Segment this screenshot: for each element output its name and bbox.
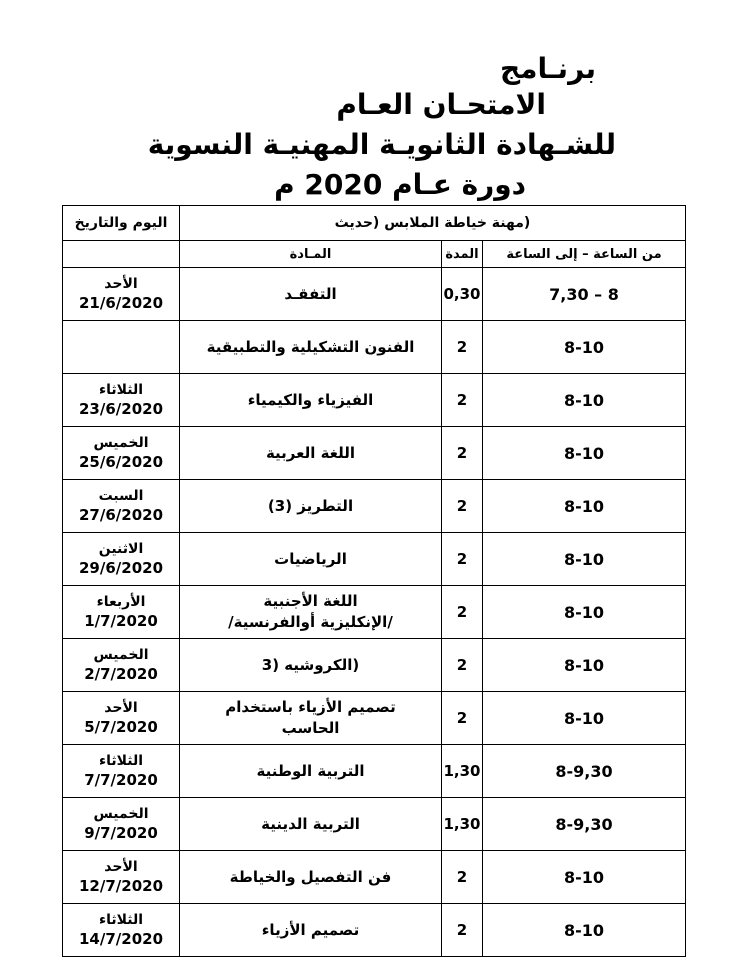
exam-schedule-table — [62, 205, 686, 957]
time-text: 8-10 — [563, 443, 605, 463]
duration-text: 2 — [456, 868, 468, 886]
duration-cell — [442, 745, 483, 798]
exam-date: 14/7/2020 — [78, 930, 164, 948]
subject-cell — [180, 904, 442, 957]
day-date-cell — [63, 639, 180, 692]
table-row — [63, 427, 686, 480]
duration-text: 2 — [456, 709, 468, 727]
subject-text: التفقـد — [284, 284, 337, 303]
time-cell — [483, 851, 686, 904]
duration-cell — [442, 321, 483, 374]
program-title: برنـامج — [499, 52, 596, 85]
time-cell — [483, 904, 686, 957]
table-row — [63, 851, 686, 904]
duration-text: 2 — [456, 338, 468, 356]
subject-text: تصميم الأزياء باستخدام — [225, 698, 396, 716]
table-header-row — [63, 206, 686, 241]
day-name: الثلاثاء — [98, 912, 144, 928]
subject-cell — [180, 480, 442, 533]
time-cell — [483, 321, 686, 374]
subject-cell — [180, 374, 442, 427]
day-date-cell — [63, 798, 180, 851]
duration-cell — [442, 480, 483, 533]
time-text: 8-9,30 — [555, 814, 613, 834]
exam-date: 25/6/2020 — [78, 453, 164, 471]
subject-cell — [180, 427, 442, 480]
time-cell — [483, 533, 686, 586]
duration-text: 0,30 — [443, 285, 481, 303]
duration-text: 1,30 — [443, 762, 481, 780]
subject-text: التربية الوطنية — [256, 761, 365, 780]
time-cell — [483, 586, 686, 639]
duration-cell — [442, 586, 483, 639]
exam-date: 29/6/2020 — [78, 559, 164, 577]
exam-date: 5/7/2020 — [84, 718, 158, 736]
exam-title: الامتحـان العـام — [336, 88, 546, 121]
day-name: الأحد — [104, 276, 138, 292]
table-row — [63, 904, 686, 957]
day-date-cell — [63, 533, 180, 586]
time-text: 8-10 — [563, 708, 605, 728]
exam-date: 9/7/2020 — [84, 824, 158, 842]
day-date-cell — [63, 480, 180, 533]
subject-cell — [180, 586, 442, 639]
table-row — [63, 374, 686, 427]
duration-header: المدة — [442, 241, 483, 268]
subject-text: الفنون التشكيلية والتطبيقية — [206, 337, 415, 356]
day-name: الأحد — [104, 859, 138, 875]
duration-text: 2 — [456, 497, 468, 515]
duration-text: 2 — [456, 603, 468, 621]
day-date-cell — [63, 904, 180, 957]
duration-cell — [442, 904, 483, 957]
duration-cell — [442, 374, 483, 427]
day-date-cell — [63, 321, 180, 374]
day-name: السبت — [98, 488, 144, 504]
subject-text-line2: /الإنكليزية أوالفرنسية/ — [228, 613, 393, 631]
time-text: 7,30 – 8 — [549, 284, 619, 304]
duration-cell — [442, 692, 483, 745]
duration-text: 2 — [456, 656, 468, 674]
day-name: الاثنين — [98, 541, 144, 557]
duration-cell — [442, 639, 483, 692]
subject-text: اللغة العربية — [265, 443, 356, 462]
subject-cell — [180, 798, 442, 851]
duration-cell — [442, 851, 483, 904]
subject-text: الفيزياء والكيمياء — [247, 390, 374, 409]
table-row — [63, 798, 686, 851]
time-cell — [483, 692, 686, 745]
duration-text: 1,30 — [443, 815, 481, 833]
duration-text: 2 — [456, 444, 468, 462]
subject-text: الرياضيات — [274, 549, 347, 568]
day-date-cell — [63, 851, 180, 904]
day-name: الخميس — [93, 435, 149, 451]
exam-date: 7/7/2020 — [84, 771, 158, 789]
time-cell — [483, 374, 686, 427]
time-cell — [483, 798, 686, 851]
duration-cell — [442, 427, 483, 480]
time-cell — [483, 480, 686, 533]
day-date-cell — [63, 374, 180, 427]
subject-cell — [180, 745, 442, 798]
time-cell — [483, 268, 686, 321]
subject-cell — [180, 639, 442, 692]
duration-text: 2 — [456, 391, 468, 409]
table-row — [63, 321, 686, 374]
day-name: الأربعاء — [96, 594, 146, 610]
day-name: الخميس — [93, 647, 149, 663]
time-text: 8-10 — [563, 390, 605, 410]
subject-text: تصميم الأزياء — [261, 920, 360, 939]
subject-cell — [180, 321, 442, 374]
day-date-cell — [63, 586, 180, 639]
subject-cell — [180, 692, 442, 745]
certificate-title: للشـهادة الثانويـة المهنيـة النسوية — [147, 128, 616, 161]
exam-date: 12/7/2020 — [78, 877, 164, 895]
time-text: 8-10 — [563, 496, 605, 516]
duration-text: 2 — [456, 921, 468, 939]
day-date-header: اليوم والتاريخ — [63, 206, 180, 241]
time-cell — [483, 427, 686, 480]
time-text: 8-10 — [563, 920, 605, 940]
subject-text-line2: الحاسب — [281, 719, 340, 737]
day-name: الثلاثاء — [98, 382, 144, 398]
time-text: 8-9,30 — [555, 761, 613, 781]
duration-cell — [442, 533, 483, 586]
duration-text: 2 — [456, 550, 468, 568]
exam-date: 2/7/2020 — [84, 665, 158, 683]
duration-cell — [442, 798, 483, 851]
time-cell — [483, 639, 686, 692]
subject-text: التربية الدينية — [261, 814, 360, 833]
table-row — [63, 745, 686, 798]
table-row — [63, 480, 686, 533]
day-name: الخميس — [93, 806, 149, 822]
exam-date: 1/7/2020 — [84, 612, 158, 630]
table-row — [63, 639, 686, 692]
table-row — [63, 692, 686, 745]
time-header: من الساعة – إلى الساعة — [483, 241, 686, 268]
day-date-cell — [63, 692, 180, 745]
duration-cell — [442, 268, 483, 321]
time-cell — [483, 745, 686, 798]
subject-cell — [180, 268, 442, 321]
subject-cell — [180, 533, 442, 586]
subject-text: (الكروشيه (3 — [261, 655, 360, 674]
table-row — [63, 586, 686, 639]
day-date-subheader — [63, 241, 180, 268]
time-text: 8-10 — [563, 549, 605, 569]
subject-cell — [180, 851, 442, 904]
subject-text: فن التفصيل والخياطة — [229, 867, 392, 886]
day-date-cell — [63, 427, 180, 480]
time-text: 8-10 — [563, 655, 605, 675]
subject-header: المـادة — [180, 241, 442, 268]
day-name: الأحد — [104, 700, 138, 716]
day-date-cell — [63, 268, 180, 321]
column-header-row — [63, 241, 686, 268]
time-text: 8-10 — [563, 337, 605, 357]
subject-text: التطريز (3) — [267, 496, 354, 515]
session-title: دورة عـام 2020 م — [274, 168, 526, 201]
day-name: الثلاثاء — [98, 753, 144, 769]
exam-date: 21/6/2020 — [78, 294, 164, 312]
exam-date: 23/6/2020 — [78, 400, 164, 418]
exam-date: 27/6/2020 — [78, 506, 164, 524]
time-text: 8-10 — [563, 602, 605, 622]
table-row — [63, 268, 686, 321]
day-date-cell — [63, 745, 180, 798]
specialty-header: (مهنة خياطة الملابس (حديث — [180, 206, 686, 241]
subject-text: اللغة الأجنبية — [263, 592, 358, 610]
table-row — [63, 533, 686, 586]
time-text: 8-10 — [563, 867, 605, 887]
